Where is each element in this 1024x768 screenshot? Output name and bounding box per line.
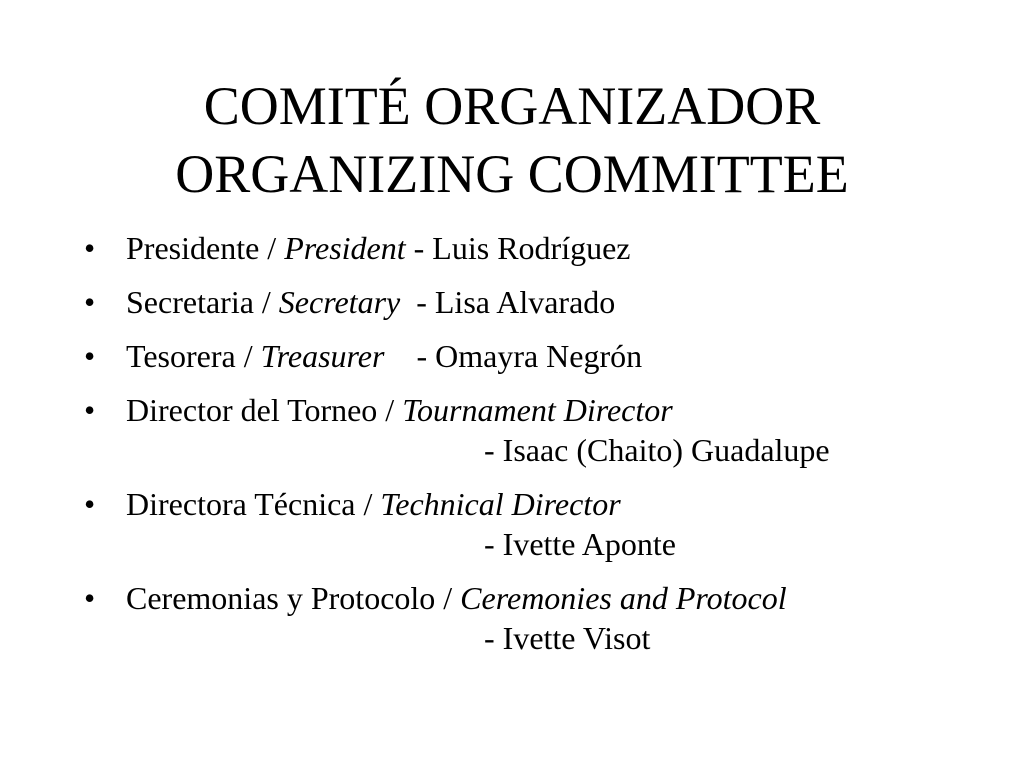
role-spanish: Directora Técnica (126, 486, 356, 522)
bullet-icon: • (84, 338, 96, 374)
role-separator: / (355, 486, 381, 522)
role-english: Secretary (278, 284, 401, 320)
role-english: Technical Director (380, 486, 621, 522)
bullet-icon: • (84, 392, 96, 428)
role-english: Tournament Director (402, 392, 673, 428)
role-spanish: Ceremonias y Protocolo (126, 580, 436, 616)
committee-item-tournament-director (84, 390, 984, 470)
role-separator: / (377, 392, 403, 428)
role-english: Ceremonies and Protocol (460, 580, 787, 616)
committee-item-technical-director (84, 484, 984, 564)
committee-item-ceremonies (84, 578, 984, 658)
committee-item-secretary (84, 282, 984, 322)
title-english: ORGANIZING COMMITTEE (175, 144, 849, 204)
role-spanish: Presidente (126, 230, 260, 266)
role-separator: / (259, 230, 285, 266)
bullet-icon: • (84, 284, 96, 320)
committee-item-treasurer (84, 336, 984, 376)
title-spanish: COMITÉ ORGANIZADOR (203, 76, 821, 136)
member-name: - Luis Rodríguez (405, 230, 631, 266)
bullet-icon: • (84, 486, 96, 522)
member-name: - Isaac (Chaito) Guadalupe (484, 432, 830, 468)
role-spanish: Secretaria (126, 284, 254, 320)
member-name: - Ivette Aponte (484, 526, 676, 562)
role-separator: / (253, 284, 279, 320)
role-separator: / (235, 338, 261, 374)
member-name: - Lisa Alvarado (400, 284, 616, 320)
committee-item-president (84, 228, 984, 268)
committee-list (84, 228, 984, 672)
bullet-icon: • (84, 230, 96, 266)
member-name: - Omayra Negrón (384, 338, 643, 374)
role-english: President (284, 230, 406, 266)
member-name: - Ivette Visot (484, 620, 651, 656)
role-spanish: Tesorera (126, 338, 236, 374)
role-separator: / (435, 580, 461, 616)
role-english: Treasurer (260, 338, 385, 374)
bullet-icon: • (84, 580, 96, 616)
slide-title (0, 72, 1024, 208)
role-spanish: Director del Torneo (126, 392, 378, 428)
